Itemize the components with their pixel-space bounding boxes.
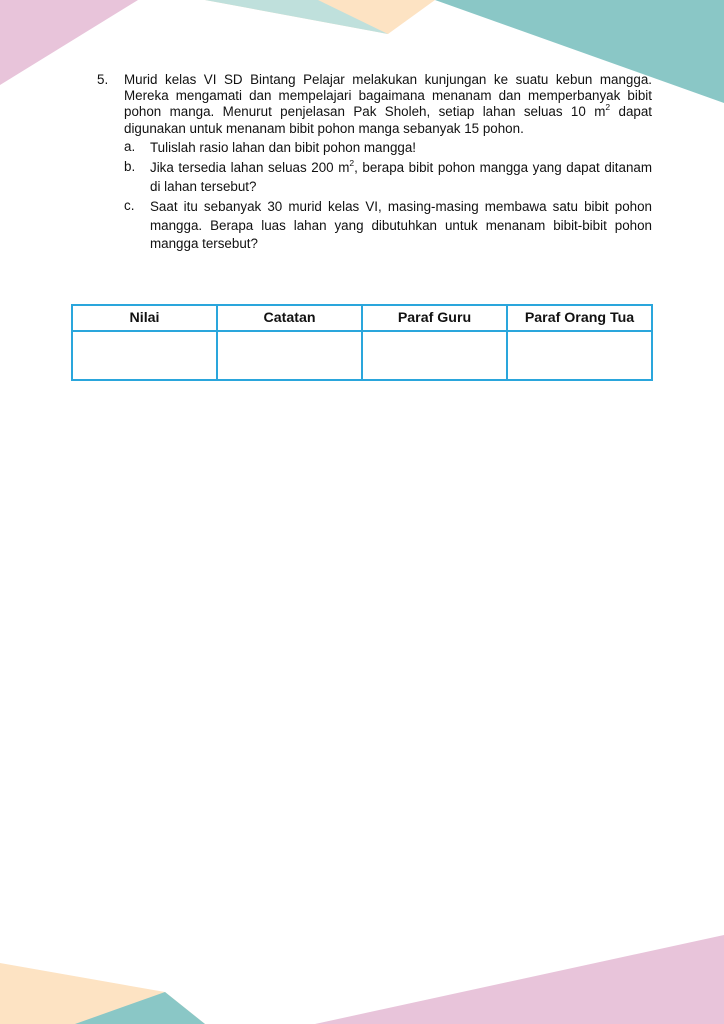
superscript-2: 2 xyxy=(349,157,355,168)
sub-question-a xyxy=(124,139,652,158)
sub-letter: a. xyxy=(124,138,136,154)
grade-table xyxy=(71,304,653,381)
intro-text-end: dapat digunakan untuk menanam bibit pohon manga sebanyak 15 pohon. xyxy=(124,104,653,136)
header-catatan: Catatan xyxy=(217,305,362,331)
sub-question-b xyxy=(124,159,652,196)
header-nilai: Nilai xyxy=(72,305,217,331)
cell-paraf-orang-tua[interactable] xyxy=(507,331,652,380)
sub-text xyxy=(150,159,652,196)
cell-catatan[interactable] xyxy=(217,331,362,380)
sub-question-c xyxy=(124,198,652,254)
question-5 xyxy=(97,72,652,254)
question-number: 5. xyxy=(97,72,109,87)
pink-corner-bottom-right xyxy=(315,935,724,1024)
sub-letter: c. xyxy=(124,198,135,214)
sub-text-main: Tulislah rasio lahan dan bibit pohon mangga! xyxy=(150,139,417,155)
superscript-2: 2 xyxy=(605,101,611,112)
question-body xyxy=(124,72,652,254)
cell-paraf-guru[interactable] xyxy=(362,331,507,380)
header-paraf-guru: Paraf Guru xyxy=(362,305,507,331)
sub-text xyxy=(150,198,652,254)
grade-table-entry-row xyxy=(72,331,652,380)
sub-text-main: Saat itu sebanyak 30 murid kelas VI, masing-masing membawa satu bibit pohon mangga. Berapa luas lahan yang dibutuhkan untuk menanam bibit-bibit pohon mangga tersebut? xyxy=(150,199,652,252)
sub-letter: b. xyxy=(124,159,136,175)
intro-text: Murid kelas VI SD Bintang Pelajar melakukan kunjungan ke suatu kebun mangga. Mereka mengamati dan mempelajari bagaimana menanam dan memperbanyak bibit pohon manga. Menurut penjelasan Pak Sholeh, setiap lahan seluas 10 m xyxy=(124,72,652,120)
sub-text-end: , berapa bibit pohon mangga yang dapat ditanam di lahan tersebut? xyxy=(150,160,652,194)
sub-text-main: Jika tersedia lahan seluas 200 m xyxy=(150,160,350,176)
header-paraf-orang-tua: Paraf Orang Tua xyxy=(507,305,652,331)
cell-nilai[interactable] xyxy=(72,331,217,380)
question-intro xyxy=(124,72,652,137)
grade-table-header-row xyxy=(72,305,652,331)
question-block xyxy=(97,72,652,254)
sub-text xyxy=(150,139,652,158)
